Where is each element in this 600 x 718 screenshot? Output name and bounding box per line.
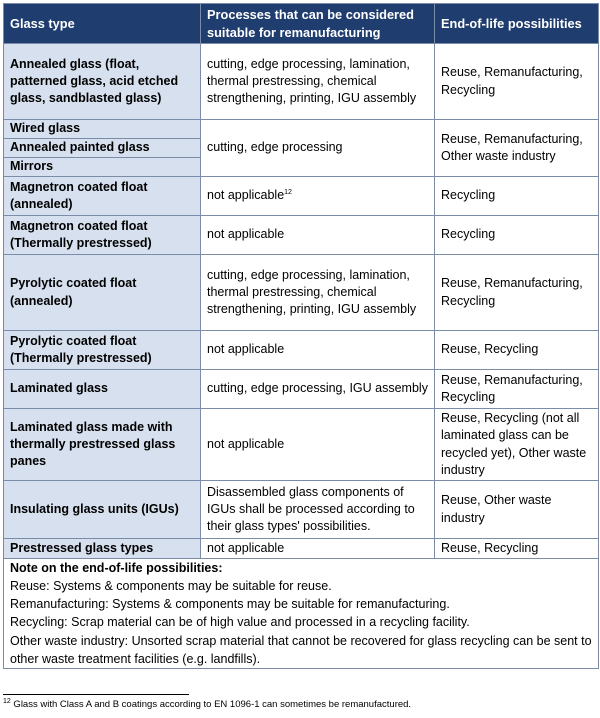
processes-cell: Disassembled glass components of IGUs shall be processed according to their glass types' possibilities. <box>201 481 435 539</box>
end-of-life-cell: Reuse, Remanufacturing, Other waste industry <box>435 120 599 177</box>
header-processes: Processes that can be considered suitable for remanufacturing <box>201 4 435 44</box>
glass-type-cell: Magnetron coated float (Thermally prestressed) <box>4 216 201 255</box>
glass-table <box>3 3 599 669</box>
glass-type-cell: Annealed painted glass <box>4 139 201 158</box>
header-glass-type: Glass type <box>4 4 201 44</box>
note-title: Note on the end-of-life possibilities: <box>10 561 223 575</box>
glass-type-cell: Annealed glass (float, patterned glass, acid etched glass, sandblasted glass) <box>4 44 201 120</box>
table-row <box>4 370 599 409</box>
processes-cell: cutting, edge processing <box>201 120 435 177</box>
processes-cell: cutting, edge processing, IGU assembly <box>201 370 435 409</box>
table-row <box>4 120 599 139</box>
end-of-life-cell: Recycling <box>435 216 599 255</box>
footnote-number: 12 <box>3 697 11 705</box>
end-of-life-cell: Reuse, Other waste industry <box>435 481 599 539</box>
processes-cell: not applicable <box>201 539 435 559</box>
end-of-life-cell: Reuse, Remanufacturing, Recycling <box>435 370 599 409</box>
footnote-separator <box>3 694 189 695</box>
glass-type-cell: Laminated glass made with thermally prestressed glass panes <box>4 409 201 481</box>
header-row <box>4 4 599 44</box>
glass-type-cell: Magnetron coated float (annealed) <box>4 177 201 216</box>
note-cell <box>4 559 599 669</box>
table-row <box>4 216 599 255</box>
note-line-reuse: Reuse: Systems & components may be suitable for reuse. <box>10 579 332 594</box>
table-row <box>4 331 599 370</box>
note-line-other-waste: Other waste industry: Unsorted scrap material that cannot be recovered for glass recycling can be sent to other waste treatment facilities (e.g. landfills). <box>10 633 592 666</box>
end-of-life-cell: Reuse, Remanufacturing, Recycling <box>435 255 599 331</box>
glass-type-cell: Mirrors <box>4 158 201 177</box>
processes-cell: not applicable <box>201 409 435 481</box>
table-row <box>4 539 599 559</box>
glass-type-cell: Pyrolytic coated float (annealed) <box>4 255 201 331</box>
note-line-recycling: Recycling: Scrap material can be of high value and processed in a recycling facility. <box>10 615 470 630</box>
glass-type-cell: Wired glass <box>4 120 201 139</box>
processes-cell: cutting, edge processing, lamination, thermal prestressing, chemical strengthening, printing, IGU assembly <box>201 255 435 331</box>
footnote-text: Glass with Class A and B coatings according to EN 1096-1 can sometimes be remanufactured. <box>10 699 412 710</box>
processes-cell <box>201 177 435 216</box>
glass-type-cell: Prestressed glass types <box>4 539 201 559</box>
glass-type-cell: Laminated glass <box>4 370 201 409</box>
end-of-life-cell: Reuse, Remanufacturing, Recycling <box>435 44 599 120</box>
processes-cell: cutting, edge processing, lamination, thermal prestressing, chemical strengthening, printing, IGU assembly <box>201 44 435 120</box>
processes-text: not applicable <box>207 188 285 203</box>
end-of-life-cell: Reuse, Recycling <box>435 331 599 370</box>
table-row <box>4 44 599 120</box>
table-row <box>4 255 599 331</box>
end-of-life-cell: Reuse, Recycling (not all laminated glass can be recycled yet), Other waste industry <box>435 409 599 481</box>
end-of-life-cell: Recycling <box>435 177 599 216</box>
processes-cell: not applicable <box>201 331 435 370</box>
note-line-remanufacturing: Remanufacturing: Systems & components may be suitable for remanufacturing. <box>10 597 450 612</box>
processes-cell: not applicable <box>201 216 435 255</box>
glass-type-cell: Pyrolytic coated float (Thermally prestressed) <box>4 331 201 370</box>
table-row <box>4 409 599 481</box>
table-row <box>4 481 599 539</box>
end-of-life-cell: Reuse, Recycling <box>435 539 599 559</box>
glass-type-cell: Insulating glass units (IGUs) <box>4 481 201 539</box>
footnote <box>3 699 411 710</box>
footnote-ref: 12 <box>284 189 292 197</box>
note-row <box>4 559 599 669</box>
header-end-of-life: End-of-life possibilities <box>435 4 599 44</box>
table-row <box>4 177 599 216</box>
